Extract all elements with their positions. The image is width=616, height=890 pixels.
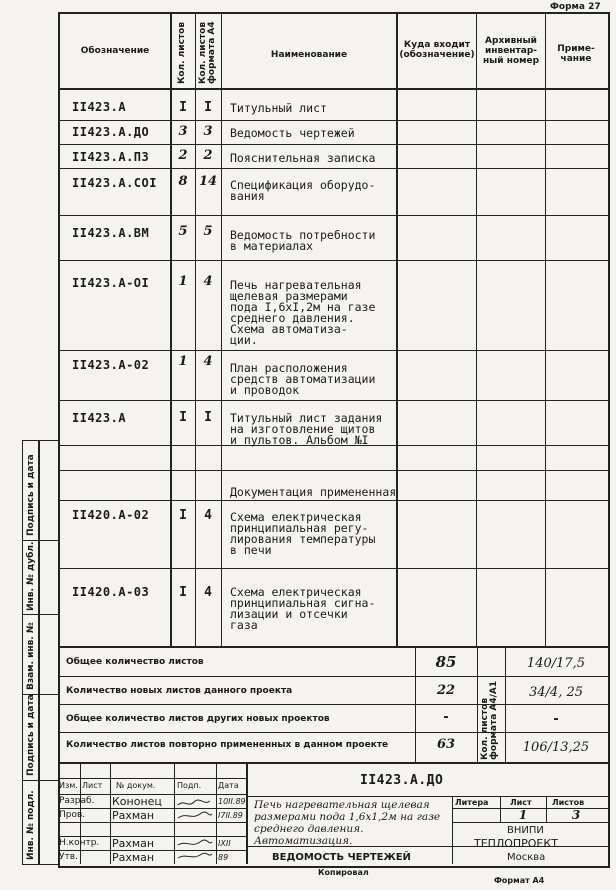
row-sheets: I — [179, 508, 187, 523]
row-name: Спецификация оборудо- вания — [230, 178, 376, 203]
row-designation: II423.A — [72, 411, 127, 425]
row-sheets: I — [179, 585, 187, 600]
row-sheets-a4: 4 — [204, 508, 212, 523]
row-sheets-a4: 4 — [203, 354, 213, 369]
tb-role: Утв. — [59, 852, 78, 862]
row-sheets: 2 — [178, 148, 188, 163]
side-label-sign-date-2: Подпись и дата — [26, 694, 36, 776]
header-archive-no: Архивный инвентар-ный номер — [482, 36, 540, 66]
row-sheets-a4: 3 — [203, 124, 213, 139]
row-designation: II423.A.COI — [72, 176, 157, 190]
tb-org-1: ВНИПИ — [507, 825, 544, 836]
row-designation: II423.A-02 — [72, 358, 150, 372]
row-designation: II423.A-OI — [72, 276, 150, 290]
row-sheets: 8 — [178, 174, 188, 189]
summary-other-a4: - — [552, 712, 560, 727]
summary-new-label: Количество новых листов данного проекта — [66, 686, 293, 696]
tb-role: Разраб. — [59, 796, 95, 806]
tb-sheets-label: Листов — [552, 798, 585, 807]
summary-other-label: Общее количество листов других новых проектов — [66, 714, 330, 724]
tb-col-change: Изм. — [59, 781, 78, 790]
summary-vertical-label: Кол. листов формата А4/А1 — [480, 680, 499, 760]
row-sheets-a4: 4 — [204, 585, 212, 600]
row-designation: II423.A — [72, 100, 127, 114]
row-sheets: 1 — [178, 274, 188, 289]
tb-col-sign: Подп. — [177, 781, 202, 790]
summary-reused-sheets: 63 — [436, 737, 456, 752]
row-name: Печь нагревательная щелевая размерами пода I,6xI,2м на газе среднего давления. Схема автоматиза- ции. — [230, 278, 376, 347]
row-sheets: 3 — [178, 124, 188, 139]
row-sheets: I — [179, 100, 187, 115]
tb-col-doc: № докум. — [116, 781, 156, 790]
summary-reused-a4: 106/13,25 — [522, 740, 590, 755]
row-sheets: I — [179, 410, 187, 425]
row-name: Титульный лист задания на изготовление щитов и пультов. Альбом №I — [230, 411, 383, 447]
summary-new-sheets: 22 — [436, 683, 456, 698]
row-designation: II423.A.ДО — [72, 125, 150, 139]
tb-person-name: Рахман — [112, 837, 155, 850]
tb-date: I7II.89 — [218, 811, 243, 820]
row-designation: II423.A.BM — [72, 226, 150, 240]
tb-person-name: Рахман — [112, 809, 155, 822]
row-sheets: 5 — [178, 224, 188, 239]
row-designation: II420.A-02 — [72, 508, 150, 522]
tb-sheet-label: Лист — [510, 798, 532, 807]
summary-reused-label: Количество листов повторно примененных в данном проекте — [66, 740, 389, 750]
side-label-inv-dup: Инв. № дубл. — [26, 541, 36, 611]
tb-litera-label: Литера — [455, 798, 489, 807]
tb-role: Пров. — [59, 810, 86, 820]
row-name: Ведомость потребности в материалах — [230, 228, 376, 253]
header-designation: Обозначение — [80, 46, 150, 56]
row-sheets-a4: 4 — [203, 274, 213, 289]
row-name: Схема електрическая принципиальная сигна- лизации и отсечки газа — [230, 585, 376, 632]
row-designation: II420.A-03 — [72, 585, 150, 599]
header-name: Наименование — [270, 50, 348, 60]
header-where-used: Куда входит (обозначение) — [399, 40, 475, 60]
summary-other-sheets: - — [442, 710, 450, 725]
summary-new-a4: 34/4, 25 — [529, 685, 583, 700]
row-sheets-a4: I — [204, 410, 212, 425]
row-name: Документация примененная — [230, 485, 397, 499]
header-note: Приме-чание — [557, 44, 595, 64]
row-sheets-a4: 2 — [203, 148, 213, 163]
row-sheets-a4: I — [204, 100, 212, 115]
row-sheets: 1 — [178, 354, 188, 369]
tb-doc-title: ВЕДОМОСТЬ ЧЕРТЕЖЕЙ — [272, 852, 411, 863]
header-sheets-count: Кол. листов — [177, 21, 187, 84]
tb-org-2: ТЕПЛОПРОЕКТ — [474, 837, 558, 850]
tb-date: 89 — [218, 853, 229, 862]
row-name: Пояснительная записка — [230, 151, 376, 165]
row-sheets-a4: 14 — [198, 174, 218, 189]
form-label: Форма 27 — [550, 2, 601, 12]
tb-role: Н.контр. — [59, 838, 100, 848]
tb-object-title: Печь нагревательная щелевая размерами пода 1,6х1,2м на газе среднего давления. Автоматизация. — [254, 799, 441, 847]
summary-total-a4: 140/17,5 — [526, 656, 586, 671]
side-label-inv-orig: Инв. № подл. — [26, 790, 36, 860]
row-designation: II423.A.ПЗ — [72, 150, 150, 164]
tb-date: IXII — [218, 839, 231, 848]
tb-person-name: Рахман — [112, 851, 155, 864]
row-name: Ведомость чертежей — [230, 126, 355, 140]
side-label-replaced-inv: Взам. инв. № — [26, 622, 36, 690]
tb-sheets-value: 3 — [571, 808, 581, 822]
footer-format: Формат А4 — [494, 876, 545, 885]
tb-person-name: Кононец — [112, 795, 162, 808]
tb-doc-code: II423.A.ДО — [360, 773, 444, 788]
row-name: Титульный лист — [230, 101, 327, 115]
row-name: План расположения средств автоматизации и проводок — [230, 361, 376, 397]
tb-date: 10II.89 — [218, 797, 246, 806]
tb-sheet-value: 1 — [518, 808, 528, 822]
summary-total-sheets: 85 — [435, 653, 457, 671]
summary-total-label: Общее количество листов — [66, 657, 204, 667]
row-sheets-a4: 5 — [203, 224, 213, 239]
tb-city: Москва — [507, 852, 546, 863]
side-label-sign-date: Подпись и дата — [26, 454, 36, 536]
signatures — [176, 796, 214, 862]
tb-col-date: Дата — [218, 781, 239, 790]
tb-col-sheet: Лист — [82, 781, 103, 790]
footer-copied: Копировал — [318, 868, 369, 877]
header-divider — [58, 88, 608, 90]
header-sheets-a4: Кол. листов формата А4 — [198, 21, 217, 84]
row-name: Схема електрическая принципиальная регу- лирования температуры в печи — [230, 510, 376, 557]
